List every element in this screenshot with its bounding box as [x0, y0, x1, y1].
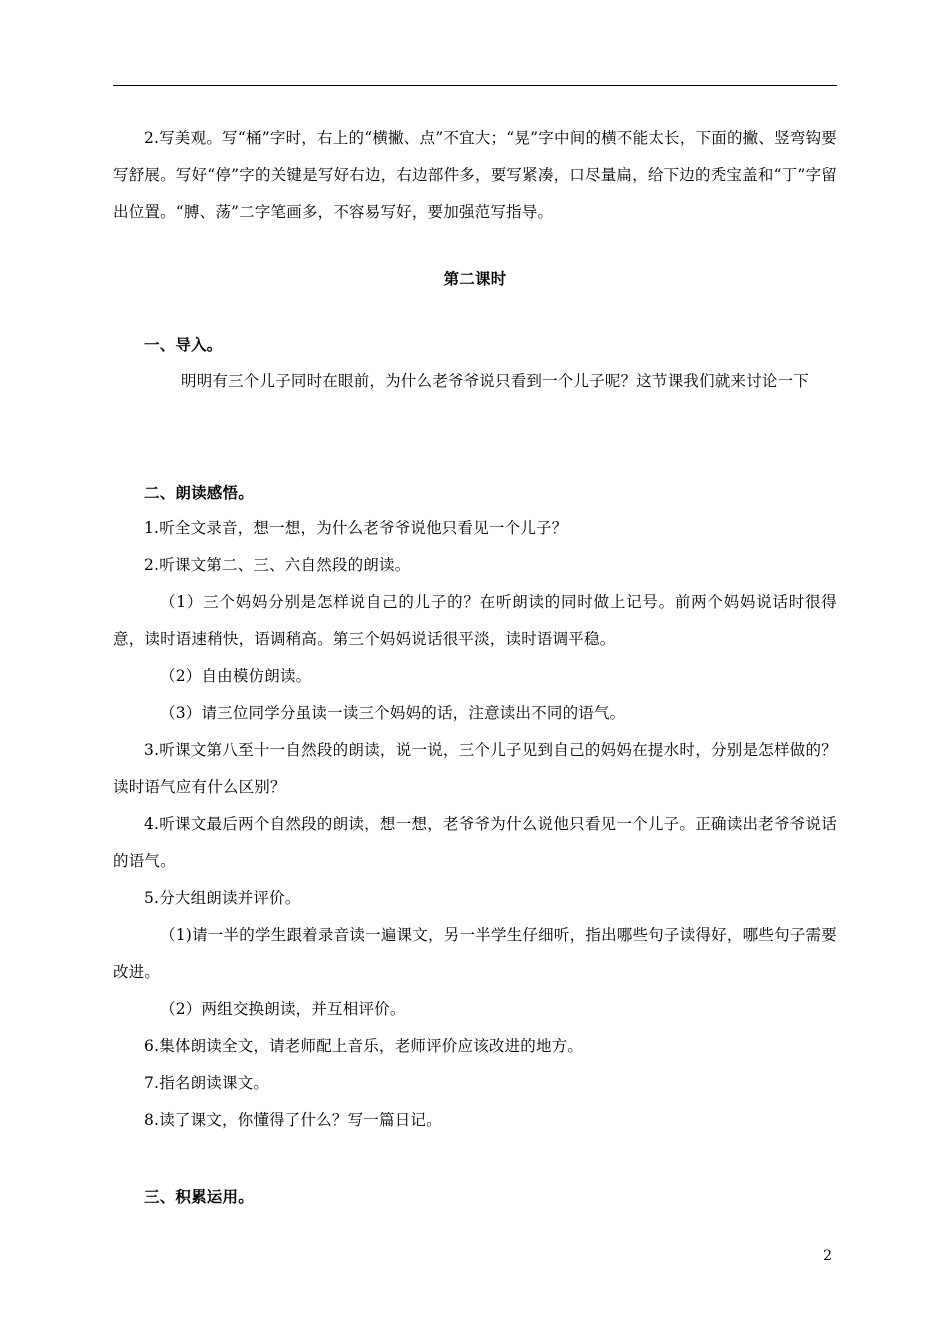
list-item-4: 4.听课文最后两个自然段的朗读，想一想，老爷爷为什么说他只看见一个儿子。正确读出老爷爷说话的语气。: [113, 815, 837, 870]
paragraph-introduction: 明明有三个儿子同时在眼前，为什么老爷爷说只看到一个儿子呢？这节课我们就来讨论一下: [181, 372, 810, 390]
sub-item-2-3: （3）请三位同学分虽读一读三个妈妈的话，注意读出不同的语气。: [160, 704, 626, 722]
list-item-6: 6.集体朗读全文，请老师配上音乐，老师评价应该改进的地方。: [144, 1037, 584, 1055]
heading-introduction: 一、导入。: [144, 335, 223, 354]
list-item-2: 2.听课文第二、三、六自然段的朗读。: [144, 556, 411, 574]
list-item-5: 5.分大组朗读并评价。: [144, 889, 301, 907]
heading-reading: 二、朗读感悟。: [144, 483, 254, 502]
list-item-1: 1.听全文录音，想一想，为什么老爷爷说他只看见一个儿子？: [144, 519, 568, 537]
header-rule: [113, 85, 837, 86]
sub-item-5-2: （2）两组交换朗读，并互相评价。: [160, 1000, 406, 1018]
list-item-7: 7.指名朗读课文。: [144, 1074, 270, 1092]
sub-item-2-1: （1）三个妈妈分别是怎样说自己的儿子的？在听朗读的同时做上记号。前两个妈妈说话时很得意，读时语速稍快，语调稍高。第三个妈妈说话很平淡，读时语调平稳。: [113, 593, 837, 648]
section-title-second-lesson: 第二课时: [443, 269, 507, 288]
heading-accumulation: 三、积累运用。: [144, 1187, 254, 1206]
list-item-8: 8.读了课文，你懂得了什么？写一篇日记。: [144, 1111, 442, 1129]
sub-item-5-1: （1)请一半的学生跟着录音读一遍课文，另一半学生仔细听，指出哪些句子读得好，哪些句子需要改进。: [113, 926, 837, 981]
sub-item-2-2: （2）自由模仿朗读。: [160, 667, 312, 685]
list-item-3: 3.听课文第八至十一自然段的朗读，说一说，三个儿子见到自己的妈妈在提水时，分别是怎样做的？读时语气应有什么区别？: [113, 741, 837, 796]
paragraph-writing-beauty: 2.写美观。写“桶”字时，右上的“横撇、点”不宜大；“晃”字中间的横不能太长，下面的撇、竖弯钩要写舒展。写好“停”字的关键是写好右边，右边部件多，要写紧凑，口尽量扁，给下边的秃宝盖和“丁”字留出位置。“膊、荡”二字笔画多，不容易写好，要加强范写指导。: [113, 129, 837, 221]
page-number: 2: [823, 1248, 832, 1264]
